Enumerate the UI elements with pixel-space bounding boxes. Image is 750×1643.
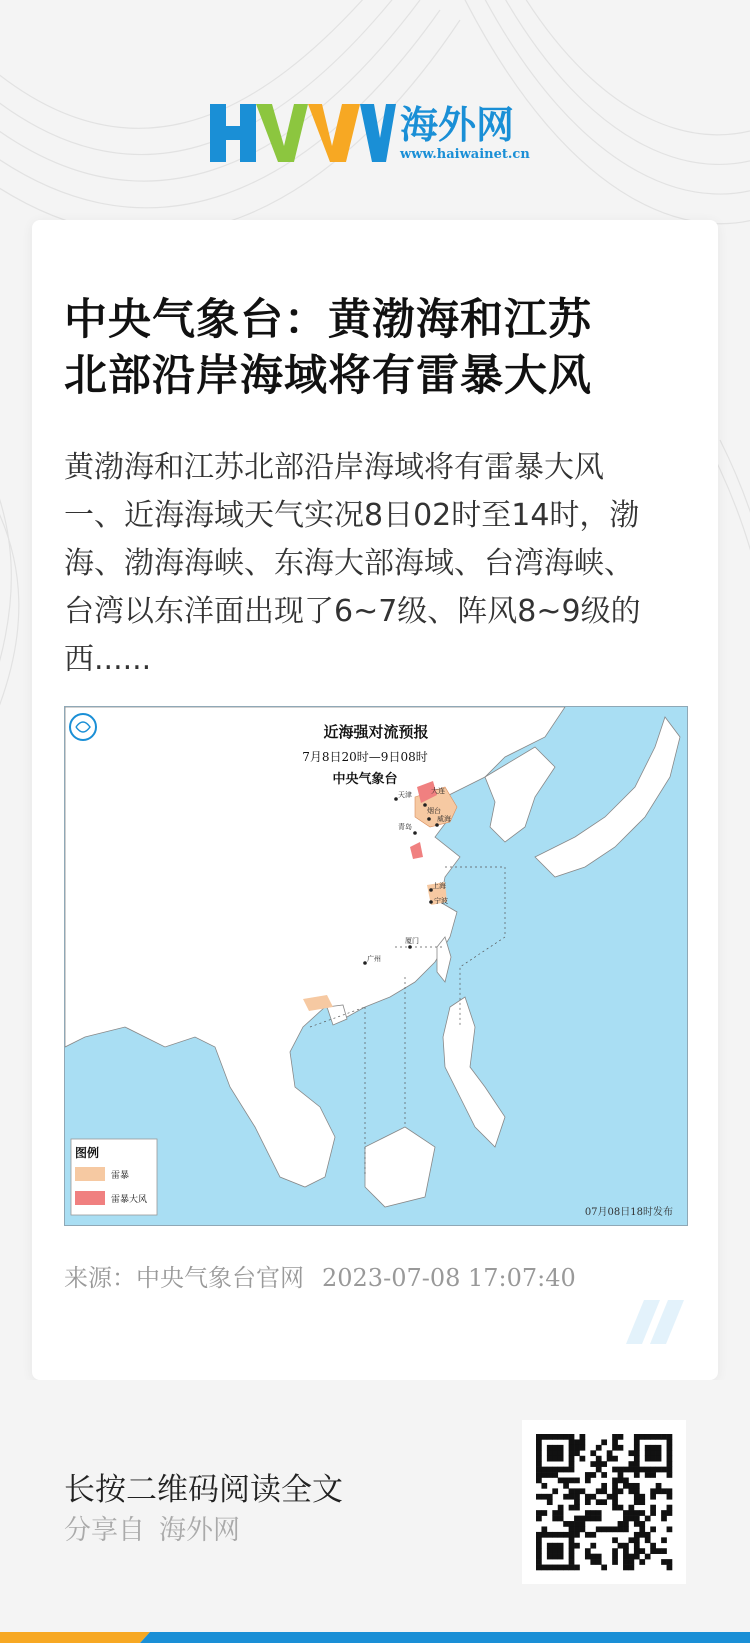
map-legend <box>71 1139 157 1215</box>
summary-line: 台湾以东洋面出现了6~7级、阵风8~9级的 <box>64 594 641 629</box>
cma-logo <box>70 714 96 740</box>
shared-prefix: 分享自 <box>64 1515 145 1546</box>
city-label-guangzhou: 广州 <box>367 955 381 963</box>
qr-code[interactable] <box>522 1420 686 1584</box>
source-label: 来源：中央气象台官网 <box>64 1264 304 1292</box>
legend-title: 图例 <box>75 1146 100 1160</box>
hww-logo-mark <box>210 104 396 162</box>
shared-from <box>64 1508 240 1547</box>
summary-line: 海、渤海海峡、东海大部海域、台湾海峡、 <box>64 546 634 581</box>
city-label-tianjin: 天津 <box>398 791 412 799</box>
logo-url: www.haiwainet.cn <box>400 147 530 162</box>
city-label-ningbo: 宁波 <box>434 897 448 905</box>
city-label-xiamen: 厦门 <box>405 937 419 945</box>
summary-line: 黄渤海和江苏北部沿岸海域将有雷暴大风 <box>64 450 604 485</box>
map-issuer: 中央气象台 <box>332 772 398 787</box>
decorative-slash-icon <box>626 1300 686 1344</box>
summary-line: 一、近海海域天气实况8日02时至14时，渤 <box>64 498 640 533</box>
shared-site: 海外网 <box>159 1515 240 1546</box>
article-summary <box>64 444 686 684</box>
legend-label-thunder-wind: 雷暴大风 <box>111 1195 148 1205</box>
city-label-shanghai: 上海 <box>432 882 446 890</box>
city-label-yantai: 烟台 <box>427 807 441 815</box>
summary-line: 西...... <box>64 642 152 677</box>
source-time: 17:07:40 <box>468 1264 576 1292</box>
legend-label-thunder: 雷暴 <box>111 1171 130 1181</box>
article-source <box>64 1258 576 1293</box>
title-line-1: 中央气象台：黄渤海和江苏 <box>64 295 592 345</box>
brand-color-bar <box>0 1632 750 1643</box>
haiwainet-logo <box>210 98 550 168</box>
legend-swatch-thunder <box>75 1167 105 1181</box>
weather-forecast-map <box>64 706 688 1226</box>
logo-name: 海外网 <box>400 102 515 147</box>
title-line-2: 北部沿岸海域将有雷暴大风 <box>64 351 592 401</box>
map-period: 7月8日20时—9日08时 <box>302 750 428 764</box>
city-label-qingdao: 青岛 <box>398 823 412 831</box>
source-date: 2023-07-08 <box>322 1264 461 1292</box>
article-title <box>64 292 664 404</box>
city-label-weihai: 威海 <box>437 815 451 823</box>
map-issue-time: 07月08日18时发布 <box>584 1207 673 1218</box>
map-title: 近海强对流预报 <box>323 723 429 741</box>
legend-swatch-thunder-wind <box>75 1191 105 1205</box>
qr-code-image <box>522 1420 686 1584</box>
long-press-hint: 长按二维码阅读全文 <box>64 1472 343 1508</box>
city-label-dalian: 大连 <box>431 787 445 795</box>
